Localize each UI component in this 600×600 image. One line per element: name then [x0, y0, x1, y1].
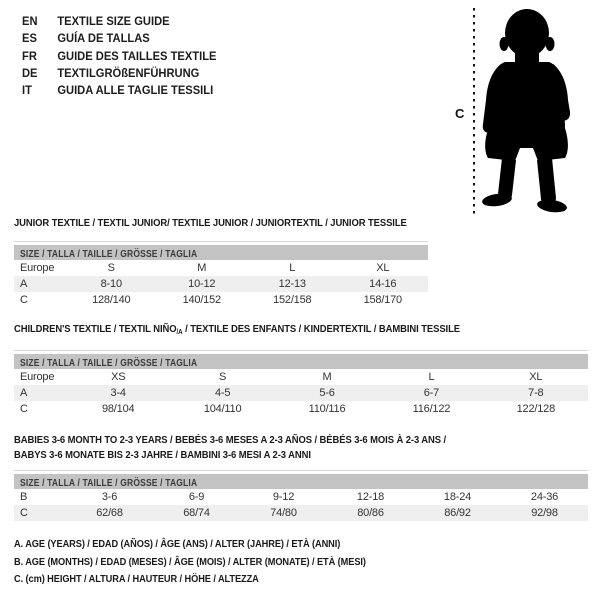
- value-cell: 6-9: [188, 491, 205, 503]
- table-row: [14, 369, 588, 385]
- value-cell: L: [289, 262, 296, 274]
- section-title: [14, 216, 531, 231]
- section-title-line: [14, 322, 531, 340]
- legend-line: B. AGE (MONTHS) / EDAD (MESES) / ÂGE (MOIS) / ALTER (MONATE) / ETÀ (MESI): [14, 555, 366, 568]
- section-babies: [14, 433, 588, 521]
- value-cell: XL: [376, 262, 390, 274]
- size-table: [14, 241, 428, 308]
- value-cell: 6-7: [423, 387, 440, 399]
- value-cell: 12-18: [356, 491, 385, 503]
- row-label-cell: A: [20, 387, 28, 399]
- value-cell: 104/110: [203, 403, 242, 415]
- height-marker-label: C: [455, 106, 465, 121]
- table-header-bar: [14, 474, 588, 489]
- section-junior: [14, 216, 588, 308]
- legend: [14, 536, 414, 589]
- language-title-list: [22, 13, 231, 99]
- value-cell: 3-6: [101, 491, 118, 503]
- legend-line: A. AGE (YEARS) / EDAD (AÑOS) / ÂGE (ANS) / ALTER (JAHRE) / ETÀ (ANNI): [14, 538, 341, 550]
- language-code: DE: [22, 65, 38, 80]
- value-cell: 62/68: [96, 507, 123, 519]
- section-title-line: [14, 448, 531, 463]
- table-header-label: SIZE / TALLA / TAILLE / GRÖSSE / TAGLIA: [20, 478, 198, 489]
- legend-line: C. (cm) HEIGHT / ALTURA / HAUTEUR / HÖHE / ALTEZZA: [14, 573, 259, 586]
- value-cell: 116/122: [412, 403, 451, 415]
- value-cell: 14-16: [369, 278, 397, 290]
- language-title: GUIDA ALLE TAGLIE TESSILI: [57, 83, 214, 98]
- table-header-bar: [14, 354, 588, 369]
- section-title-text: BABYS 3-6 MONATE BIS 2-3 JAHRE / BAMBINI 3-6 MESI A 2-3 ANNI: [14, 449, 311, 461]
- value-cell: 86/92: [444, 507, 471, 519]
- size-table: [14, 470, 588, 521]
- section-title-text: CHILDREN'S TEXTILE / TEXTIL NIÑO: [14, 323, 177, 335]
- value-cell: 110/116: [308, 403, 346, 415]
- language-title-row: [22, 13, 216, 30]
- section-title-line: [14, 433, 531, 448]
- language-code: IT: [22, 83, 32, 98]
- section-children: [14, 322, 588, 417]
- value-cell: 8-10: [100, 278, 122, 290]
- value-cell: S: [219, 371, 227, 383]
- section-title-text: /A: [176, 329, 183, 336]
- table-row: [14, 489, 588, 505]
- value-cell: 9-12: [272, 491, 295, 503]
- table-header-label: SIZE / TALLA / TAILLE / GRÖSSE / TAGLIA: [20, 249, 198, 260]
- table-row: [14, 260, 428, 276]
- value-cell: XS: [111, 371, 126, 383]
- language-title-row: [22, 48, 216, 65]
- section-title-line: [14, 216, 531, 231]
- value-cell: 18-24: [443, 491, 472, 503]
- value-cell: 92/98: [531, 507, 558, 519]
- value-cell: 10-12: [188, 278, 216, 290]
- value-cell: 5-6: [319, 387, 335, 399]
- table-row: [14, 292, 428, 308]
- value-cell: 128/140: [92, 294, 131, 306]
- size-table: [14, 350, 588, 417]
- table-row: [14, 505, 588, 521]
- value-cell: S: [107, 262, 115, 274]
- table-top-hairline: [14, 241, 428, 242]
- value-cell: 24-36: [530, 491, 559, 503]
- section-title-text: / TEXTILE DES ENFANTS / KINDERTEXTIL / BAMBINI TESSILE: [182, 323, 460, 335]
- value-cell: 140/152: [182, 294, 221, 306]
- language-code: ES: [22, 31, 37, 46]
- row-label-cell: A: [20, 278, 28, 290]
- language-title: GUIDE DES TAILLES TEXTILE: [57, 48, 217, 63]
- value-cell: 152/158: [273, 294, 312, 306]
- language-title: GUÍA DE TALLAS: [57, 31, 150, 46]
- row-label-cell: Europe: [20, 262, 55, 274]
- table-top-hairline: [14, 350, 588, 351]
- value-cell: 7-8: [528, 387, 544, 399]
- language-code: FR: [22, 48, 37, 63]
- section-title: [14, 322, 531, 340]
- table-top-hairline: [14, 470, 588, 471]
- baby-silhouette-icon: [479, 8, 574, 213]
- table-row: [14, 385, 588, 401]
- value-cell: M: [197, 262, 207, 274]
- row-label-cell: C: [20, 507, 28, 519]
- language-title-row: [22, 65, 216, 82]
- language-title-row: [22, 30, 216, 47]
- language-code: EN: [22, 14, 38, 28]
- table-header-bar: [14, 245, 428, 260]
- row-label-cell: Europe: [20, 371, 55, 383]
- value-cell: 74/80: [270, 507, 297, 519]
- section-title-text: JUNIOR TEXTILE / TEXTIL JUNIOR/ TEXTILE JUNIOR / JUNIORTEXTIL / JUNIOR TESSILE: [14, 217, 407, 229]
- value-cell: L: [428, 371, 435, 383]
- language-title-row: [22, 82, 216, 99]
- value-cell: 4-5: [214, 387, 231, 399]
- language-title: TEXTILGRÖßENFÜHRUNG: [57, 65, 200, 80]
- row-label-cell: C: [20, 403, 28, 415]
- section-title-text: BABIES 3-6 MONTH TO 2-3 YEARS / BEBÉS 3-6 MESES A 2-3 AÑOS / BÉBÉS 3-6 MOIS À 2-3 ANS /: [14, 434, 447, 446]
- language-title: TEXTILE SIZE GUIDE: [57, 14, 170, 28]
- value-cell: XL: [529, 371, 543, 383]
- value-cell: 98/104: [101, 403, 135, 415]
- row-label-cell: B: [20, 491, 28, 503]
- table-header-label: SIZE / TALLA / TAILLE / GRÖSSE / TAGLIA: [20, 358, 198, 369]
- value-cell: 12-13: [278, 278, 306, 290]
- value-cell: M: [322, 371, 332, 383]
- row-label-cell: C: [20, 294, 28, 306]
- size-sections: [14, 216, 588, 521]
- height-dotted-line: [473, 8, 475, 214]
- value-cell: 158/170: [363, 294, 402, 306]
- table-row: [14, 401, 588, 417]
- value-cell: 3-4: [110, 387, 126, 399]
- value-cell: 80/86: [357, 507, 384, 519]
- value-cell: 122/128: [516, 403, 556, 415]
- table-row: [14, 276, 428, 292]
- value-cell: 68/74: [183, 507, 210, 519]
- section-title: [14, 433, 531, 463]
